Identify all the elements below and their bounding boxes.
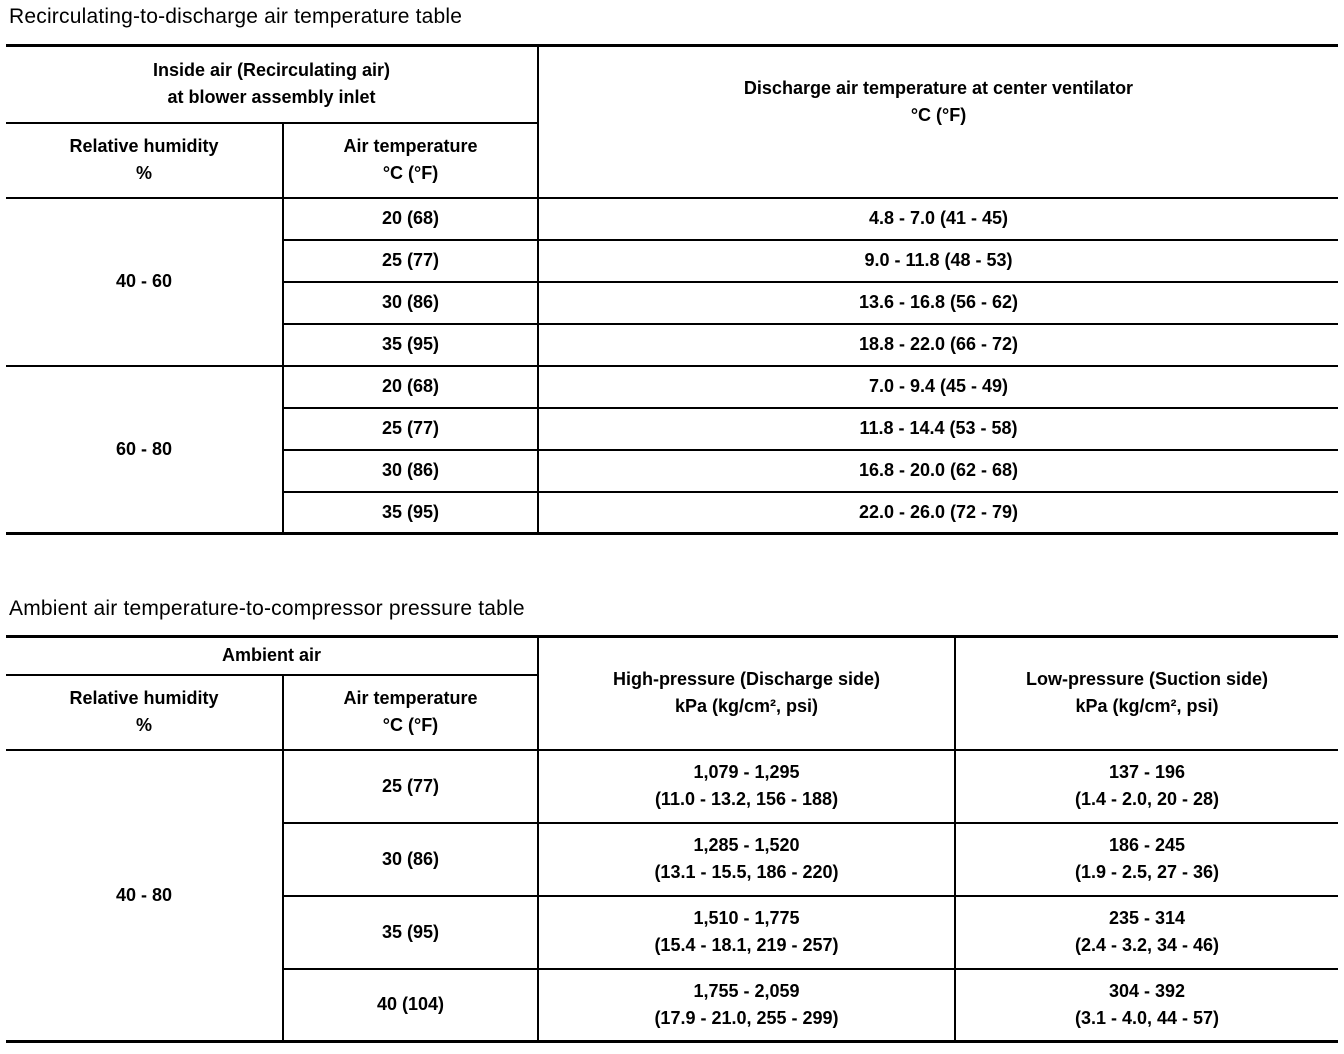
air-temp-cell: 40 (104) <box>283 969 538 1042</box>
recirculating-discharge-table <box>6 44 1338 535</box>
air-temp-cell: 25 (77) <box>283 750 538 823</box>
discharge-temp-header: Discharge air temperature at center ventilator °C (°F) <box>538 46 1338 198</box>
compressor-pressure-table <box>6 635 1338 1043</box>
humidity-cell: 40 - 80 <box>6 750 283 1042</box>
air-temp-cell: 35 (95) <box>283 896 538 969</box>
table1-title: Recirculating-to-discharge air temperature table <box>9 5 463 28</box>
high-pressure-cell: 1,510 - 1,775 (15.4 - 18.1, 219 - 257) <box>538 896 955 969</box>
air-temp-cell: 35 (95) <box>283 324 538 366</box>
ambient-air-group-header: Ambient air <box>6 637 538 675</box>
humidity-header: Relative humidity % <box>6 675 283 750</box>
table-row <box>6 198 1338 240</box>
air-temp-header: Air temperature °C (°F) <box>283 123 538 198</box>
humidity-cell: 40 - 60 <box>6 198 283 366</box>
low-pressure-cell: 235 - 314 (2.4 - 3.2, 34 - 46) <box>955 896 1338 969</box>
discharge-cell: 13.6 - 16.8 (56 - 62) <box>538 282 1338 324</box>
low-pressure-cell: 137 - 196 (1.4 - 2.0, 20 - 28) <box>955 750 1338 823</box>
discharge-cell: 4.8 - 7.0 (41 - 45) <box>538 198 1338 240</box>
air-temp-cell: 20 (68) <box>283 366 538 408</box>
discharge-cell: 18.8 - 22.0 (66 - 72) <box>538 324 1338 366</box>
discharge-cell: 7.0 - 9.4 (45 - 49) <box>538 366 1338 408</box>
table-row <box>6 750 1338 823</box>
table-row <box>6 366 1338 408</box>
air-temp-cell: 25 (77) <box>283 240 538 282</box>
high-pressure-cell: 1,285 - 1,520 (13.1 - 15.5, 186 - 220) <box>538 823 955 896</box>
high-pressure-cell: 1,079 - 1,295 (11.0 - 13.2, 156 - 188) <box>538 750 955 823</box>
air-temp-cell: 35 (95) <box>283 492 538 534</box>
air-temp-cell: 30 (86) <box>283 282 538 324</box>
discharge-cell: 16.8 - 20.0 (62 - 68) <box>538 450 1338 492</box>
low-pressure-header: Low-pressure (Suction side) kPa (kg/cm², psi) <box>955 637 1338 750</box>
discharge-cell: 11.8 - 14.4 (53 - 58) <box>538 408 1338 450</box>
air-temp-header: Air temperature °C (°F) <box>283 675 538 750</box>
discharge-cell: 9.0 - 11.8 (48 - 53) <box>538 240 1338 282</box>
air-temp-cell: 30 (86) <box>283 823 538 896</box>
air-temp-cell: 20 (68) <box>283 198 538 240</box>
inside-air-group-header: Inside air (Recirculating air) at blower assembly inlet <box>6 46 538 123</box>
low-pressure-cell: 186 - 245 (1.9 - 2.5, 27 - 36) <box>955 823 1338 896</box>
humidity-header: Relative humidity % <box>6 123 283 198</box>
high-pressure-cell: 1,755 - 2,059 (17.9 - 21.0, 255 - 299) <box>538 969 955 1042</box>
high-pressure-header: High-pressure (Discharge side) kPa (kg/cm², psi) <box>538 637 955 750</box>
low-pressure-cell: 304 - 392 (3.1 - 4.0, 44 - 57) <box>955 969 1338 1042</box>
air-temp-cell: 30 (86) <box>283 450 538 492</box>
table2-title: Ambient air temperature-to-compressor pressure table <box>9 597 525 620</box>
discharge-cell: 22.0 - 26.0 (72 - 79) <box>538 492 1338 534</box>
humidity-cell: 60 - 80 <box>6 366 283 534</box>
air-temp-cell: 25 (77) <box>283 408 538 450</box>
